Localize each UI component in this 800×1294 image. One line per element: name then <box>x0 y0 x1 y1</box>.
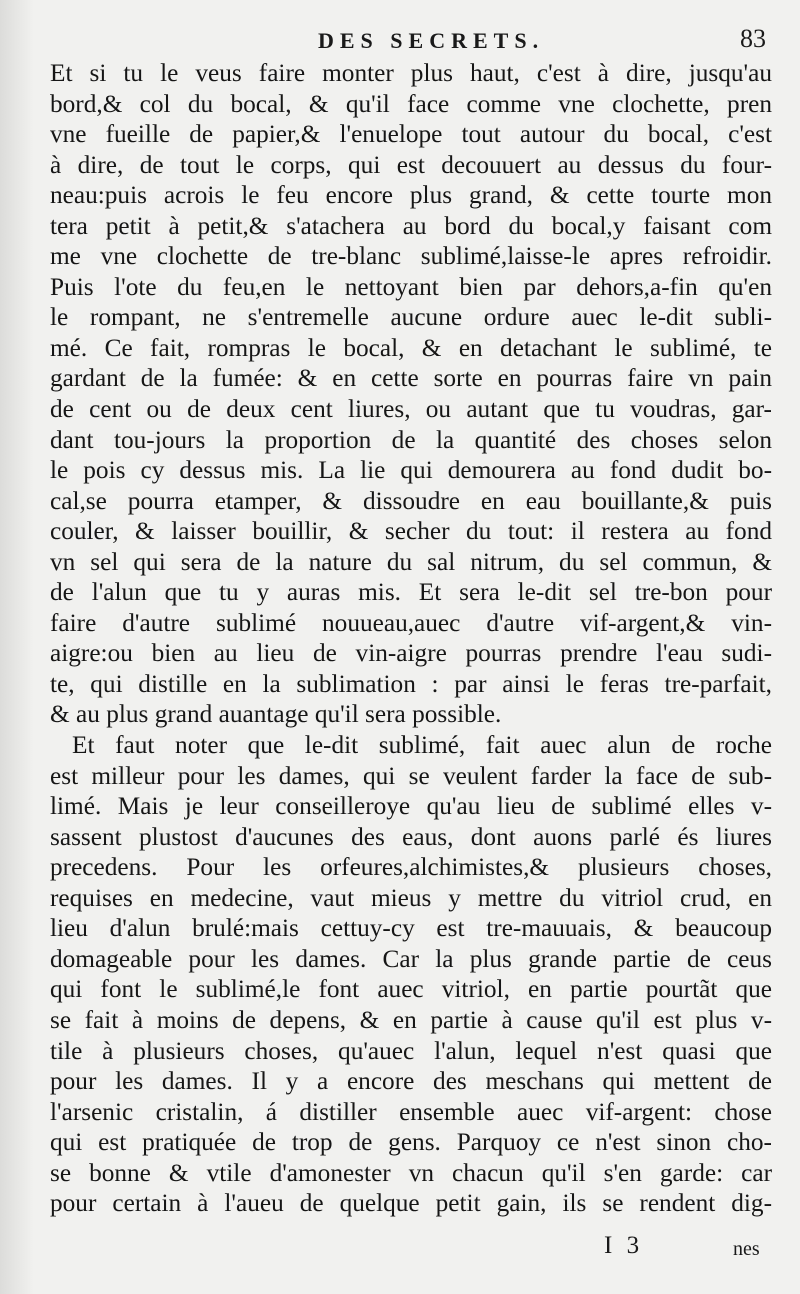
page-footer <box>0 1232 800 1268</box>
text-line: mé. Ce fait, rompras le bocal, & en detachant le sublimé, te <box>50 333 772 362</box>
text-line-paragraph-start: Et faut noter que le-dit sublimé, fait auec alun de roche <box>72 731 772 760</box>
page-edge-shadow <box>0 0 34 1294</box>
text-line-paragraph-end: & au plus grand auantage qu'il sera possible. <box>50 700 502 729</box>
text-line: le pois cy dessus mis. La lie qui demourera au fond dudit bo- <box>50 456 772 485</box>
text-line: vn sel qui sera de la nature du sal nitrum, du sel commun, & <box>50 547 772 576</box>
text-line: à dire, de tout le corps, qui est decouuert au dessus du four- <box>50 150 772 179</box>
running-title: DES SECRETS. <box>318 28 545 53</box>
body-text <box>50 58 772 1219</box>
text-line: est milleur pour les dames, qui se veulent farder la face de sub- <box>50 761 772 790</box>
text-line: de cent ou de deux cent liures, ou autant que tu voudras, gar- <box>50 395 772 424</box>
text-line: Et si tu le veus faire monter plus haut, c'est à dire, jusqu'au <box>50 59 772 87</box>
text-line: vne fueille de papier,& l'enuelope tout autour du bocal, c'est <box>50 120 772 149</box>
text-line: gardant de la fumée: & en cette sorte en pourras faire vn pain <box>50 364 772 393</box>
text-line: tera petit à petit,& s'atachera au bord du bocal,y faisant com <box>50 211 772 240</box>
text-line: Puis l'ote du feu,en le nettoyant bien par dehors,a-fin qu'en <box>50 272 772 301</box>
text-line: de l'alun que tu y auras mis. Et sera le-dit sel tre-bon pour <box>50 578 772 607</box>
text-line: se fait à moins de depens, & en partie à cause qu'il est plus v- <box>50 1005 772 1034</box>
text-line: pour certain à l'aueu de quelque petit gain, ils se rendent dig- <box>50 1189 772 1218</box>
text-line: couler, & laisser bouillir, & secher du tout: il restera au fond <box>50 517 772 546</box>
text-line: precedens. Pour les orfeures,alchimistes,& plusieurs choses, <box>50 853 772 882</box>
running-head <box>0 24 800 58</box>
text-line: lieu d'alun brulé:mais cettuy-cy est tre-mauuais, & beaucoup <box>50 914 772 943</box>
text-line: te, qui distille en la sublimation : par ainsi le feras tre-parfait, <box>50 669 772 698</box>
text-line: faire d'autre sublimé nouueau,auec d'autre vif-argent,& vin- <box>50 608 772 637</box>
text-line: requises en medecine, vaut mieus y mettre du vitriol crud, en <box>50 883 772 912</box>
text-line: cal,se pourra etamper, & dissoudre en eau bouillante,& puis <box>50 486 772 515</box>
text-line: domageable pour les dames. Car la plus grande partie de ceus <box>50 944 772 973</box>
text-line: sassent plustost d'aucunes des eaus, dont auons parlé és liures <box>50 822 772 851</box>
text-line: qui est pratiquée de trop de gens. Parquoy ce n'est sinon cho- <box>50 1128 772 1157</box>
text-line: me vne clochette de tre-blanc sublimé,laisse-le apres refroidir. <box>50 242 772 271</box>
text-line: bord,& col du bocal, & qu'il face comme vne clochette, pren <box>50 89 772 118</box>
text-line: aigre:ou bien au lieu de vin-aigre pourras prendre l'eau sudi- <box>50 639 772 668</box>
page-number: 83 <box>740 24 766 53</box>
text-line: tile à plusieurs choses, qu'auec l'alun, lequel n'est quasi que <box>50 1036 772 1065</box>
text-line: neau:puis acrois le feu encore plus grand, & cette tourte mon <box>50 181 772 210</box>
catchword: nes <box>733 1238 760 1260</box>
text-line: l'arsenic cristalin, á distiller ensemble auec vif-argent: chose <box>50 1097 772 1126</box>
text-line: qui font le sublimé,le font auec vitriol, en partie pourtãt que <box>50 975 772 1004</box>
signature-mark: I 3 <box>604 1232 644 1259</box>
text-line: limé. Mais je leur conseilleroye qu'au lieu de sublimé elles v- <box>50 792 772 821</box>
text-line: le rompant, ne s'entremelle aucune ordure auec le-dit subli- <box>50 303 772 332</box>
text-line: pour les dames. Il y a encore des meschans qui mettent de <box>50 1067 772 1096</box>
text-line: se bonne & vtile d'amonester vn chacun qu'il s'en garde: car <box>50 1158 772 1187</box>
text-line: dant tou-jours la proportion de la quantité des choses selon <box>50 425 772 454</box>
